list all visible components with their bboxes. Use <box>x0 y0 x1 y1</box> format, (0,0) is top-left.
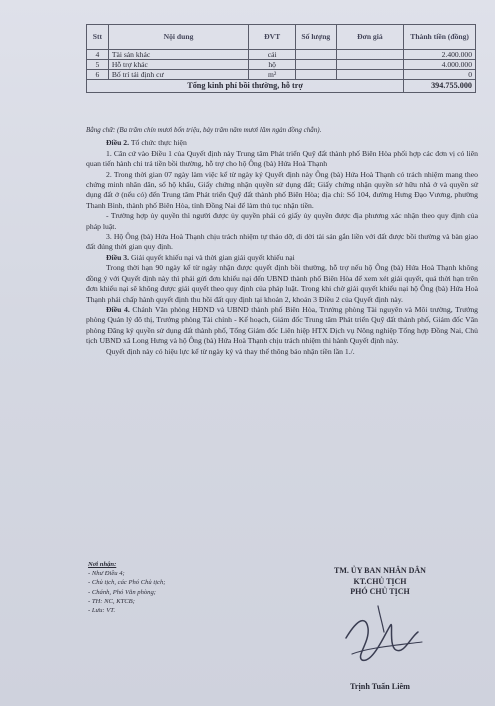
article-3-paragraph: Trong thời hạn 90 ngày kể từ ngày nhận được quyết định bồi thường, hỗ trợ nếu hộ Ông (bà) Hứa Hoà Thạnh không đồng ý với Quyết định này thì phải gửi đơn khiếu nại đến UBND thành phố Biên Hòa để xem xét giải quyết, quá thời hạn trên đơn khiếu nại sẽ không được giải quyết theo quy định của pháp luật. Trong khi chờ giải quyết khiếu nại hộ Ông (bà) Hứa Hoà Thạnh phải chấp hành quyết định thu hồi đất quy định tại khoản 2, khoản 3 Điều 2 của Quyết định này. <box>86 263 478 304</box>
col-header-price: Đơn giá <box>336 25 404 50</box>
row-amount: 2.400.000 <box>404 50 476 60</box>
row-price <box>336 60 404 70</box>
row-content: Tài sản khác <box>108 50 248 60</box>
recipients-title: Nơi nhận: <box>88 561 117 568</box>
col-header-stt: Stt <box>87 25 109 50</box>
signature-role-1: KT.CHỦ TỊCH <box>353 576 407 586</box>
compensation-table <box>86 24 476 93</box>
signature-role-2: PHÓ CHỦ TỊCH <box>350 587 410 596</box>
row-price <box>336 70 404 80</box>
table-row <box>87 50 476 60</box>
col-header-amount: Thành tiền (đồng) <box>404 25 476 50</box>
col-header-content: Nội dung <box>108 25 248 50</box>
table-row <box>87 60 476 70</box>
row-unit: hộ <box>249 60 296 70</box>
article-2-clause-1: 1. Căn cứ vào Điều 1 của Quyết định này Trung tâm Phát triển Quỹ đất thành phố Biên Hòa phối hợp các đơn vị có liên quan tiến hành chi trả tiền bồi thường, hỗ trợ cho hộ Ông (bà) Hứa Hoà Thạnh <box>86 148 478 169</box>
col-header-qty: Số lượng <box>296 25 337 50</box>
row-qty <box>296 70 337 80</box>
effectivity-paragraph: Quyết định này có hiệu lực kể từ ngày ký và thay thế thông báo nhận tiền lần 1./. <box>106 346 355 356</box>
row-amount: 4.000.000 <box>404 60 476 70</box>
article-2-clause-2b: - Trường hợp ủy quyền thì người được ủy quyền phải có giấy ủy quyền được địa phương xác nhận theo quy định của pháp luật. <box>86 211 478 231</box>
recipient-item: - Chánh, Phó Văn phòng; <box>88 588 156 596</box>
signature-block <box>300 566 460 598</box>
table-total-row <box>87 80 476 93</box>
article-4-label: Điều 4. <box>106 304 130 314</box>
table-header-row <box>87 25 476 50</box>
total-label: Tổng kinh phí bồi thường, hỗ trợ <box>87 80 404 93</box>
article-3-title: Giải quyết khiếu nại và thời gian giải quyết khiếu nại <box>130 252 295 262</box>
row-stt: 5 <box>87 60 109 70</box>
article-3-label: Điều 3. <box>106 252 130 262</box>
col-header-unit: ĐVT <box>249 25 296 50</box>
row-content: Hỗ trợ khác <box>108 60 248 70</box>
row-qty <box>296 60 337 70</box>
recipient-item: - Lưu: VT. <box>88 607 116 615</box>
article-2-heading <box>86 138 478 148</box>
amount-in-words: Bằng chữ: (Ba trăm chín mươi bốn triệu, bảy trăm năm mươi lăm ngàn đồng chẵn). <box>86 126 322 134</box>
table-row <box>87 70 476 80</box>
article-2-clause-3: 3. Hộ Ông (bà) Hứa Hoà Thạnh chịu trách nhiệm tự tháo dỡ, di dời tài sản gắn liền với đất được bồi thường và bàn giao đất đúng thời gian quy định. <box>86 232 478 252</box>
recipient-item: - Như Điều 4; <box>88 570 125 578</box>
row-unit: m² <box>249 70 296 80</box>
row-amount: 0 <box>404 70 476 80</box>
row-qty <box>296 50 337 60</box>
recipient-item: - TH: NC, KTCB; <box>88 597 135 605</box>
signature-org: TM. ỦY BAN NHÂN DÂN <box>334 566 426 575</box>
article-2-clause-2: 2. Trong thời gian 07 ngày làm việc kể từ ngày ký Quyết định này Ông (bà) Hứa Hoà Thạnh có trách nhiệm mang theo chứng minh nhân dân, sổ hộ khẩu, Giấy chứng nhận quyền sử dụng đất; Giấy chứng nhận quyền sở hữu nhà ở và quyền sử dụng đất ở (nếu có) đến Trung tâm Phát triển Quỹ đất thành phố Biên Hòa; địa chỉ: Số 104, đường Hưng Đạo Vương, phường Thanh Bình, thành phố Biên Hòa, tỉnh Đồng Nai để làm thủ tục nhận tiền. <box>86 169 478 210</box>
recipient-item: - Chủ tịch, các Phó Chủ tịch; <box>88 579 166 587</box>
row-unit: cái <box>249 50 296 60</box>
row-stt: 4 <box>87 50 109 60</box>
total-value: 394.755.000 <box>404 80 476 93</box>
article-2-label: Điều 2. <box>106 138 130 148</box>
row-stt: 6 <box>87 70 109 80</box>
recipients-block <box>88 560 238 615</box>
row-price <box>336 50 404 60</box>
signer-name: Trịnh Tuấn Liêm <box>350 682 410 691</box>
decision-body <box>86 125 478 357</box>
article-4-paragraph <box>86 305 478 347</box>
article-2-title: Tổ chức thực hiện <box>130 138 187 148</box>
article-3-heading <box>86 253 478 263</box>
row-content: Bố trí tái định cư <box>108 70 248 80</box>
handwritten-signature <box>338 598 428 678</box>
article-4-text: Chánh Văn phòng HĐND và UBND thành phố Biên Hòa, Trưởng phòng Tài nguyên và Môi trường, Trưởng phòng Quản lý đô thị, Trưởng phòng Tài chính - Kế hoạch, Giám đốc Trung tâm Phát triển Quỹ đất thành phố, Giám đốc Văn phòng Đăng ký quyền sử dụng đất thành phố, Tổng Giám đốc Liên hiệp HTX Dịch vụ Nông nghiệp Tổng hợp Đồng Nai, Chủ tịch UBND xã Long Hưng và hộ Ông (bà) Hứa Hoà Thạnh chịu trách nhiệm thi hành Quyết định này. <box>86 304 479 346</box>
